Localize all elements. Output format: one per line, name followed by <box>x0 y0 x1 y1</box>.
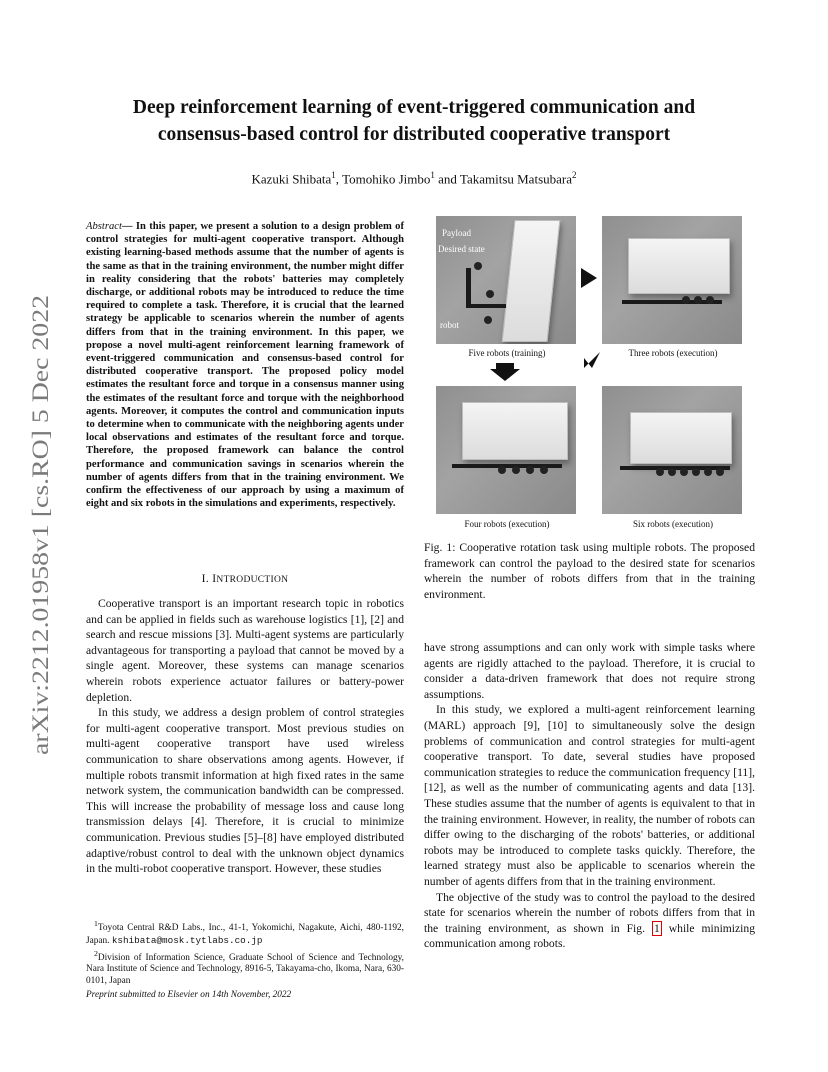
robot-marker <box>498 466 506 474</box>
panel-label-three-robots: Three robots (execution) <box>628 348 718 358</box>
section-title-rest: NTRODUCTION <box>216 575 289 585</box>
footnotes <box>86 918 404 1001</box>
introduction-body <box>86 596 404 877</box>
robot-marker <box>512 466 520 474</box>
abstract <box>86 220 404 510</box>
right-column-body <box>424 640 755 952</box>
robot-marker <box>474 262 482 270</box>
annotation-payload: Payload <box>442 228 471 238</box>
desired-state-marker-base <box>466 304 506 308</box>
preprint-note: Preprint submitted to Elsevier on 14th November, 2022 <box>86 989 292 1000</box>
section-heading-introduction <box>86 572 404 585</box>
payload-box <box>628 238 730 294</box>
author-2: Tomohiko Jimbo <box>342 171 431 187</box>
right-paragraph-2: In this study, we explored a multi-agent reinforcement learning (MARL) approach [9], [10] to simultaneously solve the design problems of communication and control strategies for multi-agent cooperative transport. To date, several studies have proposed communication strategies to reduce the communication frequency [11], [12], as well as the number of communicating agents and data [13]. These studies assume that the number of agents is equivalent to that in the training environment. However, in reality, the number of robots can differ owing to the discharging of the robots' batteries, or additional robots may be introduced to complete tasks quickly. Therefore, the learned strategy must also be applicable to scenarios wherein the number of agents differs from that in the training environment. <box>424 703 755 888</box>
arxiv-id: arXiv:2212.01958v1 [cs.RO] 5 Dec 2022 <box>28 374 53 755</box>
intro-paragraph-1: Cooperative transport is an important research topic in robotics and can be applied in fields such as warehouse logistics [1], [2] and search and rescue missions [3]. Multi-agent systems are particularly advantageous for transporting a payload that cannot be moved by a single agent. Moreover, these systems can manage scenarios wherein robots experience actuator failures or battery-power depletion. <box>86 597 404 704</box>
robot-marker <box>656 468 664 476</box>
annotation-desired-state: Desired state <box>438 244 485 254</box>
panel-label-six-robots: Six robots (execution) <box>633 519 713 529</box>
robot-marker <box>692 468 700 476</box>
author-and: and <box>438 171 457 187</box>
figure-reference-link[interactable]: 1 <box>653 921 660 935</box>
arrow-right-icon <box>579 266 599 290</box>
section-numeral: I. <box>201 572 210 585</box>
robot-marker <box>484 316 492 324</box>
right-paragraph-3-b: while minimizing communication among robots. <box>424 921 755 951</box>
footnote-1-email[interactable]: kshibata@mosk.tytlabs.co.jp <box>111 934 263 946</box>
section-first-letter: I <box>212 572 217 585</box>
footnote-2-text: Division of Information Science, Graduate School of Science and Technology, Nara Institute of Science and Technology, 8916-5, Takayama-cho, Ikoma, Nara, 630-0101, Japan <box>86 952 404 986</box>
robot-marker <box>682 296 690 304</box>
arrow-down-left-icon <box>582 350 602 370</box>
photo-six-robots <box>602 386 742 514</box>
footnote-1-text: Toyota Central R&D Labs., Inc., 41-1, Yokomichi, Nagakute, Aichi, 480-1192, Japan. <box>86 923 404 946</box>
photo-four-robots <box>436 386 576 514</box>
footnote-1 <box>86 918 404 948</box>
figure-1-caption: Fig. 1: Cooperative rotation task using multiple robots. The proposed framework can control the payload to the desired state for scenarios wherein the number of robots differs from that in the training environment. <box>424 541 755 601</box>
paper-title <box>60 94 768 148</box>
title-line-2: consensus-based control for distributed cooperative transport <box>157 124 671 145</box>
robot-marker <box>526 466 534 474</box>
right-paragraph-1: have strong assumptions and can only work with simple tasks where agents are rigidly attached to the payload. Therefore, it is crucial to consider a data-driven framework that does not require strong assumptions. <box>424 641 755 701</box>
author-2-affil: 1 <box>430 170 435 180</box>
panel-label-five-robots: Five robots (training) <box>468 348 546 358</box>
robot-marker <box>486 290 494 298</box>
robot-marker <box>706 296 714 304</box>
title-line-1: Deep reinforcement learning of event-triggered communication and <box>132 97 696 118</box>
robot-marker <box>704 468 712 476</box>
desired-state-marker <box>466 268 471 308</box>
author-3: Takamitsu Matsubara <box>459 171 572 187</box>
payload-box <box>462 402 568 460</box>
robot-marker <box>694 296 702 304</box>
abstract-lead: Abstract <box>86 221 122 232</box>
payload-box <box>630 412 732 464</box>
right-paragraph-3 <box>424 890 755 952</box>
footnote-1-mark: 1 <box>94 919 98 928</box>
robot-marker <box>680 468 688 476</box>
abstract-text: — In this paper, we present a solution to a design problem of control strategies for multi-agent cooperative transport. Although existing learning-based methods assume that the number of agents is the same as that in the training environment, the number might differ in reality considering that the robots' batteries may completely discharge, or additional robots may be introduced to reduce the time required to complete a task. Therefore, it is crucial that the learned strategy be applicable to scenarios wherein the number of agents differs from that in the training environment. In this paper, we propose a novel multi-agent reinforcement learning framework of event-triggered communication and consensus-based control for distributed cooperative transport. The proposed policy model estimates the resultant force and torque in a consensus manner using the estimates of the resultant force and torque with the neighborhood agents. Moreover, it computes the control and communication inputs to determine when to communicate with the neighboring agents under local observations and estimates of the resultant force and torque. Therefore, the proposed framework can balance the control performance and communication savings in scenarios wherein the number of agents differs from that in the training environment. We confirm the effectiveness of our approach by using a maximum of eight and six robots in the simulations and experiments, respectively. <box>86 221 404 510</box>
footnote-2-mark: 2 <box>94 948 98 958</box>
intro-paragraph-2: In this study, we address a design problem of control strategies for multi-agent cooperative transport. Most previous studies on multi-agent cooperative transport have used wireless communication to share observations among agents. However, if multiple robots transmit information at high fixed rates in the same network system, the communication bandwidth can be compressed. This will increase the probability of message loss and cause long transmission delays [4]. Therefore, it is crucial to minimize communication. Previous studies [5]–[8] have employed distributed adaptive/robust control to deal with the unknown object dynamics in the multi-robot cooperative transport. However, these studies <box>86 706 404 876</box>
robot-marker <box>668 468 676 476</box>
annotation-robot: robot <box>440 320 459 330</box>
author-1: Kazuki Shibata <box>251 171 332 187</box>
arxiv-stamp <box>26 290 56 760</box>
photo-five-robots <box>436 216 576 344</box>
photo-three-robots <box>602 216 742 344</box>
figure-1 <box>424 214 755 532</box>
panel-label-four-robots: Four robots (execution) <box>464 519 550 529</box>
author-list: Kazuki Shibata$^1$, Tomohiko Jimbo$^1$ and Takamitsu Matsubara$^2$ <box>251 170 577 187</box>
robot-marker <box>716 468 724 476</box>
author-1-affil: 1 <box>331 170 336 180</box>
robot-marker <box>540 466 548 474</box>
arrow-down-icon <box>490 363 520 381</box>
payload-box <box>502 220 561 342</box>
author-3-affil: 2 <box>572 170 577 180</box>
right-paragraph-3-a: The objective of the study was to control the payload to the desired state for scenarios wherein the number of robots differs from that in the training environment, as shown in Fig. <box>424 890 755 935</box>
footnote-2 <box>86 948 404 988</box>
